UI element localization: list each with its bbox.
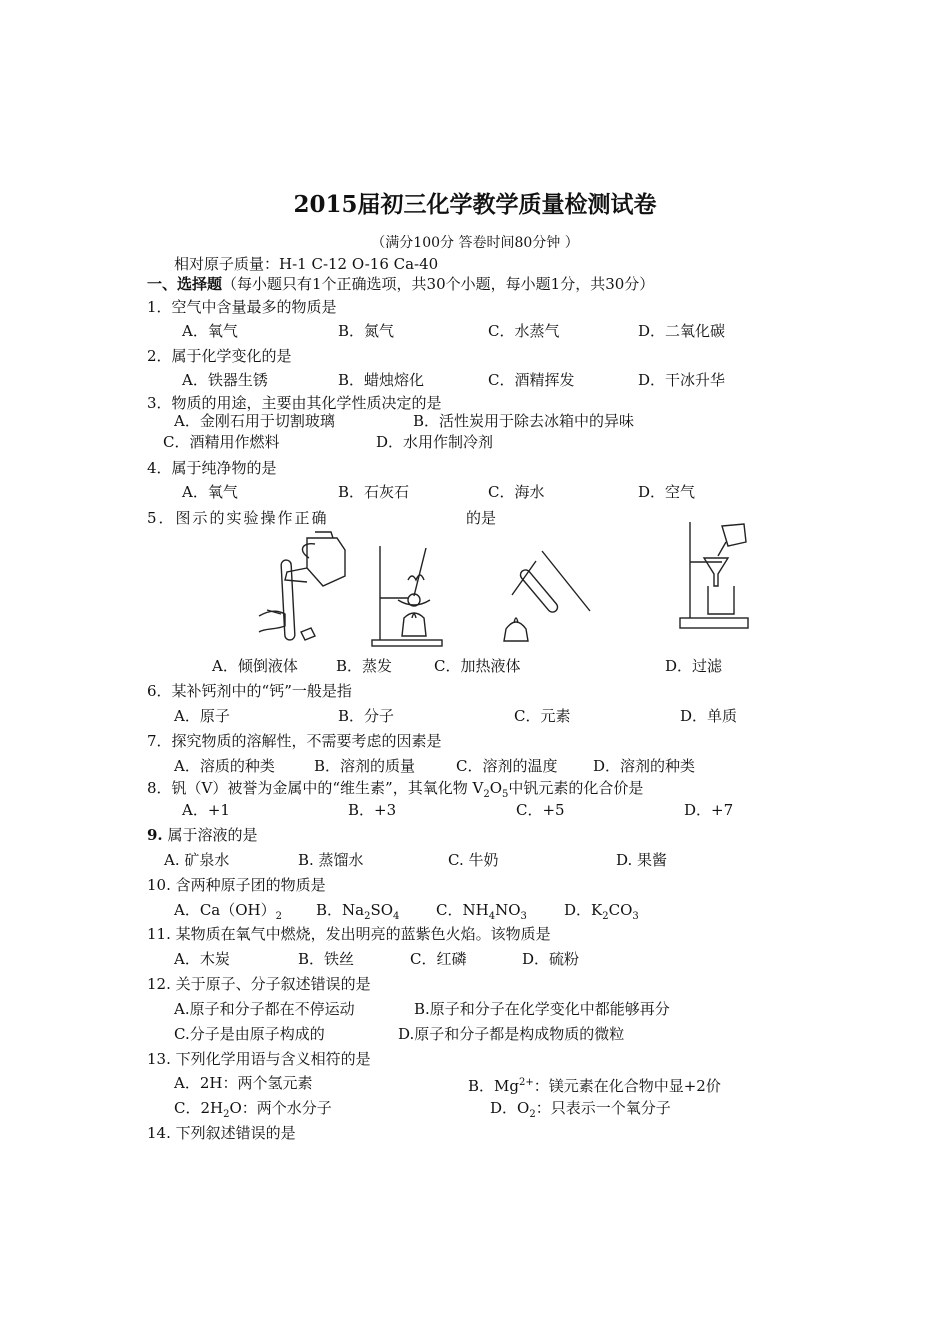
q12-option-b: B.原子和分子在化学变化中都能够再分 [414, 1000, 670, 1018]
atomic-mass: 相对原子质量：H-1 C-12 O-16 Ca-40 [174, 255, 439, 273]
q11-stem: 11. 某物质在氧气中燃烧，发出明亮的蓝紫色火焰。该物质是 [147, 925, 551, 943]
q2-option-b: B．蜡烛熔化 [338, 371, 425, 389]
q14-stem: 14. 下列叙述错误的是 [147, 1124, 296, 1142]
q5-option-b: B．蒸发 [336, 657, 393, 675]
q9-option-a: A. 矿泉水 [164, 851, 230, 869]
q4-option-a: A．氧气 [182, 483, 238, 501]
q7-option-b: B．溶剂的质量 [314, 757, 416, 775]
q2-option-c: C．酒精挥发 [488, 371, 575, 389]
q12-option-c: C.分子是由原子构成的 [174, 1025, 325, 1043]
q6-option-b: B．分子 [338, 707, 395, 725]
filtration-figure [674, 520, 764, 635]
q4-option-b: B．石灰石 [338, 483, 410, 501]
q8-option-b: B．+3 [348, 801, 397, 819]
page-subtitle: （满分100分 答卷时间80分钟 ） [371, 235, 579, 251]
q6-option-a: A．原子 [174, 707, 230, 725]
q4-option-d: D．空气 [638, 483, 696, 501]
q11-option-b: B．铁丝 [298, 950, 355, 968]
q1-option-a: A．氧气 [182, 322, 238, 340]
heating-liquid-figure [498, 545, 598, 645]
q10-option-c: C．$NH_4NO_3$ [436, 901, 527, 922]
page-title: 2015届初三化学教学质量检测试卷 [293, 191, 657, 218]
q12-stem: 12. 关于原子、分子叙述错误的是 [147, 975, 371, 993]
q1-option-c: C．水蒸气 [488, 322, 560, 340]
q9-stem: 9. 属于溶液的是 [147, 826, 258, 844]
q13-option-d: D．$O_2$：只表示一个氧分子 [490, 1099, 671, 1120]
section-heading [147, 274, 654, 294]
q9-option-d: D. 果酱 [616, 851, 668, 869]
q9-option-c: C. 牛奶 [448, 851, 499, 869]
q9-option-b: B. 蒸馏水 [298, 851, 364, 869]
q5-stem-end: 的是 [466, 509, 497, 527]
q2-option-a: A．铁器生锈 [182, 371, 268, 389]
q4-stem: 4．属于纯净物的是 [147, 459, 277, 477]
q10-stem: 10. 含两种原子团的物质是 [147, 876, 326, 894]
q13-stem: 13. 下列化学用语与含义相符的是 [147, 1050, 371, 1068]
q11-option-d: D．硫粉 [522, 950, 580, 968]
q6-stem: 6．某补钙剂中的“钙”一般是指 [147, 682, 352, 700]
q5-stem: 5．图示的实验操作正确 [147, 509, 329, 527]
q7-stem: 7．探究物质的溶解性，不需要考虑的因素是 [147, 732, 442, 750]
q10-option-a: A．$Ca(OH)_2$ [174, 901, 283, 922]
q8-option-c: C．+5 [516, 801, 565, 819]
evaporation-figure [368, 540, 448, 650]
section-note: （每小题只有1个正确选项，共30个小题，每小题1分，共30分） [222, 275, 655, 293]
q6-option-c: C．元素 [514, 707, 571, 725]
q5-option-d: D．过滤 [665, 657, 723, 675]
q3-stem: 3．物质的用途，主要由其化学性质决定的是 [147, 394, 442, 412]
q2-option-d: D．干冰升华 [638, 371, 726, 389]
q8-option-a: A．+1 [182, 801, 230, 819]
q5-option-c: C．加热液体 [434, 657, 521, 675]
q11-option-a: A．木炭 [174, 950, 230, 968]
q2-stem: 2．属于化学变化的是 [147, 347, 292, 365]
q8-stem: 8．钒（V）被誉为金属中的“维生素”，其氧化物 $V_2O_5$中钒元素的化合价是 [147, 779, 644, 800]
q1-option-b: B．氮气 [338, 322, 395, 340]
q12-option-a: A.原子和分子都在不停运动 [174, 1000, 355, 1018]
q13-option-b: B．$Mg^{2+}$：镁元素在化合物中显+2价 [468, 1077, 721, 1095]
q7-option-c: C．溶剂的温度 [456, 757, 558, 775]
q10-option-d: D．$K_2CO_3$ [564, 901, 639, 922]
q7-option-d: D．溶剂的种类 [593, 757, 696, 775]
q4-option-c: C．海水 [488, 483, 545, 501]
q5-option-a: A．倾倒液体 [212, 657, 298, 675]
q13-option-a: A．2H：两个氢元素 [174, 1074, 313, 1092]
q3-option-b: B．活性炭用于除去冰箱中的异味 [413, 412, 635, 430]
q8-option-d: D．+7 [684, 801, 734, 819]
q6-option-d: D．单质 [680, 707, 738, 725]
q13-option-c: C．$2H_2O$：两个水分子 [174, 1099, 332, 1120]
section-title: 一、选择题 [147, 275, 223, 293]
pouring-liquid-figure [245, 528, 355, 648]
q12-option-d: D.原子和分子都是构成物质的微粒 [398, 1025, 625, 1043]
q11-option-c: C．红磷 [410, 950, 467, 968]
q10-option-b: B．$Na_2SO_4$ [316, 901, 400, 922]
q3-option-d: D．水用作制冷剂 [376, 433, 494, 451]
q7-option-a: A．溶质的种类 [174, 757, 275, 775]
q1-stem: 1．空气中含量最多的物质是 [147, 298, 337, 316]
q1-option-d: D．二氧化碳 [638, 322, 726, 340]
q3-option-a: A．金刚石用于切割玻璃 [174, 412, 335, 430]
q3-option-c: C．酒精用作燃料 [163, 433, 280, 451]
